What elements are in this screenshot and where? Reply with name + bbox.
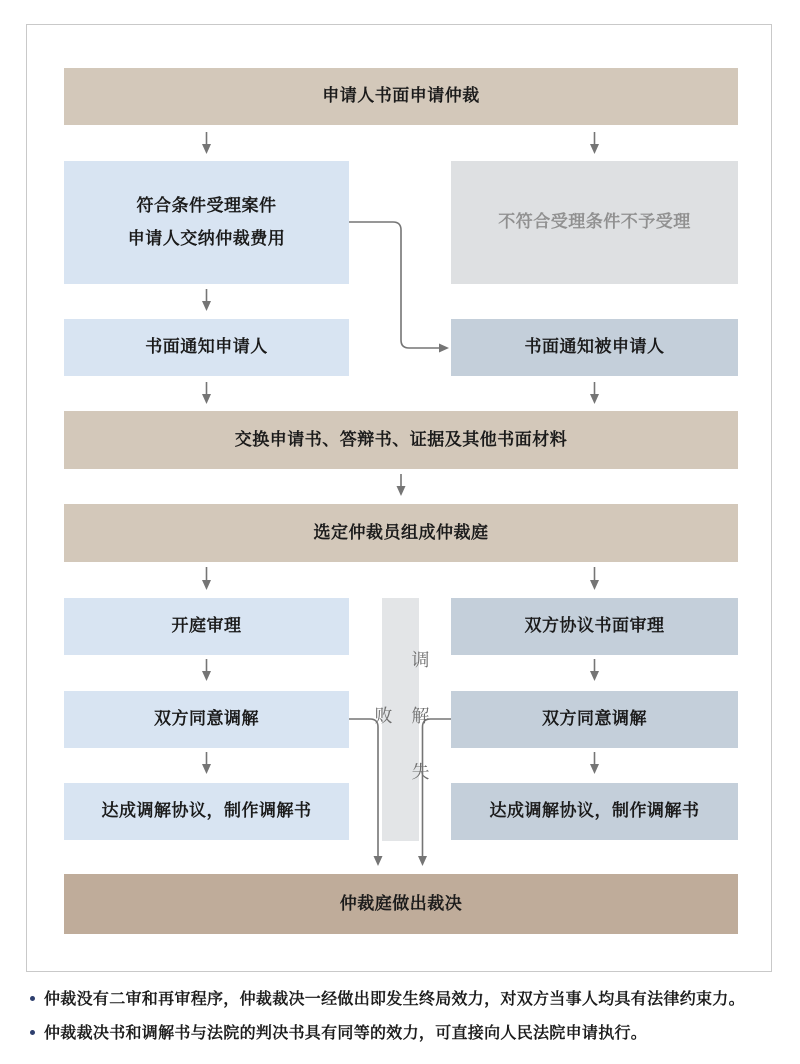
node-exchange-documents — [64, 411, 738, 469]
bullet-icon — [30, 996, 35, 1001]
node-mediation-statement-right-label: 达成调解协议，制作调解书 — [489, 801, 700, 821]
node-mediation-agreed-right-label: 双方同意调解 — [542, 709, 647, 729]
node-notify-respondent-label: 书面通知被申请人 — [524, 337, 665, 357]
flowchart-frame — [26, 24, 772, 972]
node-mediation-statement-left-label: 达成调解协议，制作调解书 — [101, 801, 312, 821]
node-award-issued-label: 仲裁庭做出裁决 — [339, 893, 463, 913]
node-notify-applicant — [64, 319, 349, 376]
node-apply-label: 申请人书面申请仲裁 — [322, 86, 480, 106]
node-mediation-failed — [372, 598, 430, 841]
footnote-item — [30, 986, 780, 1009]
accept-line1: 符合条件受理案件 — [136, 196, 277, 216]
node-oral-hearing — [64, 598, 349, 655]
node-apply-arbitration — [64, 68, 738, 125]
node-oral-hearing-label: 开庭审理 — [171, 616, 242, 636]
node-mediation-statement-right — [451, 783, 738, 840]
footnotes — [30, 986, 780, 1054]
node-notify-applicant-label: 书面通知申请人 — [145, 337, 268, 357]
node-form-tribunal — [64, 504, 738, 562]
node-form-tribunal-label: 选定仲裁员组成仲裁庭 — [313, 522, 489, 542]
footnote-text-2: 仲裁裁决书和调解书与法院的判决书具有同等的效力，可直接向人民法院申请执行。 — [44, 1025, 648, 1042]
accept-line2: 申请人交纳仲裁费用 — [127, 228, 286, 248]
node-mediation-agreed-right — [451, 691, 738, 748]
node-mediation-agreed-left-label: 双方同意调解 — [154, 709, 259, 729]
node-mediation-failed-label: 调解失败 — [372, 649, 430, 818]
node-case-accepted-label — [128, 190, 286, 255]
bullet-icon — [30, 1030, 35, 1035]
footnote-item — [30, 1020, 780, 1043]
footnote-text-1: 仲裁没有二审和再审程序，仲裁裁决一经做出即发生终局效力，对双方当事人均具有法律约束力。 — [44, 991, 745, 1008]
node-written-hearing — [451, 598, 738, 655]
node-case-rejected-label: 不符合受理条件不予受理 — [498, 212, 691, 232]
node-exchange-documents-label: 交换申请书、答辩书、证据及其他书面材料 — [234, 429, 568, 449]
node-award-issued — [64, 874, 738, 934]
node-mediation-agreed-left — [64, 691, 349, 748]
node-mediation-statement-left — [64, 783, 349, 840]
node-case-rejected — [451, 161, 738, 284]
node-case-accepted — [64, 161, 349, 284]
node-written-hearing-label: 双方协议书面审理 — [524, 616, 665, 636]
connector-accept-to-notify-respondent — [349, 222, 447, 348]
node-notify-respondent — [451, 319, 738, 376]
